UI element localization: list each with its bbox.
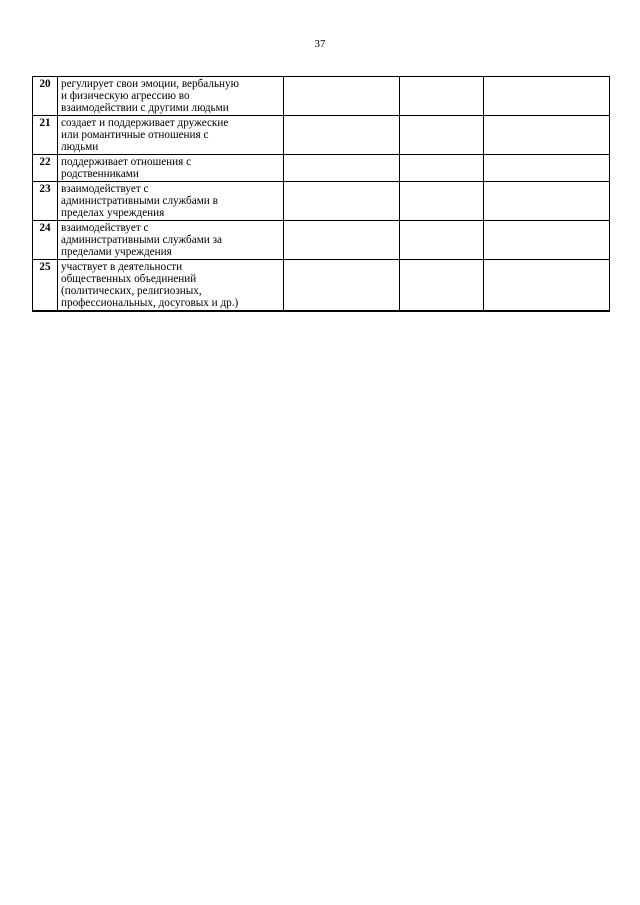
page-number: 37 <box>314 38 326 50</box>
empty-cell <box>284 260 400 312</box>
row-number: 24 <box>33 221 58 260</box>
empty-cell <box>484 221 610 260</box>
table-row <box>33 182 610 221</box>
table-row <box>33 116 610 155</box>
description-line: поддерживает отношения с <box>61 156 192 168</box>
row-description <box>58 221 284 260</box>
empty-cell <box>484 77 610 116</box>
empty-cell <box>284 221 400 260</box>
description-line: взаимодействии с другими людьми <box>61 102 229 114</box>
description-line: взаимодействует с <box>61 183 149 195</box>
row-description <box>58 77 284 116</box>
description-line: или романтичные отношения с <box>61 129 209 141</box>
empty-cell <box>284 155 400 182</box>
empty-cell <box>400 260 484 312</box>
empty-cell <box>400 221 484 260</box>
row-number: 22 <box>33 155 58 182</box>
empty-cell <box>400 182 484 221</box>
description-line: пределах учреждения <box>61 207 165 219</box>
row-number: 20 <box>33 77 58 116</box>
empty-cell <box>400 116 484 155</box>
row-description <box>58 116 284 155</box>
empty-cell <box>484 116 610 155</box>
description-line: (политических, религиозных, <box>61 285 202 297</box>
row-description <box>58 155 284 182</box>
table-row <box>33 77 610 116</box>
description-line: регулирует свои эмоции, вербальную <box>61 78 239 90</box>
description-line: участвует в деятельности <box>61 261 183 273</box>
row-number: 25 <box>33 260 58 312</box>
assessment-table <box>32 76 610 312</box>
description-line: профессиональных, досуговых и др.) <box>61 297 239 309</box>
table-row <box>33 221 610 260</box>
empty-cell <box>484 155 610 182</box>
description-line: пределами учреждения <box>61 246 172 258</box>
empty-cell <box>400 155 484 182</box>
description-line: создает и поддерживает дружеские <box>61 117 229 129</box>
empty-cell <box>284 116 400 155</box>
description-line: родственниками <box>61 168 139 180</box>
row-description <box>58 260 284 312</box>
row-number: 23 <box>33 182 58 221</box>
table-row <box>33 260 610 312</box>
table-row <box>33 155 610 182</box>
empty-cell <box>284 77 400 116</box>
empty-cell <box>400 77 484 116</box>
description-line: и физическую агрессию во <box>61 90 190 102</box>
empty-cell <box>484 182 610 221</box>
description-line: взаимодействует с <box>61 222 149 234</box>
description-line: административными службами за <box>61 234 222 246</box>
empty-cell <box>484 260 610 312</box>
description-line: административными службами в <box>61 195 218 207</box>
empty-cell <box>284 182 400 221</box>
row-number: 21 <box>33 116 58 155</box>
description-line: людьми <box>61 141 99 153</box>
description-line: общественных объединений <box>61 273 197 285</box>
row-description <box>58 182 284 221</box>
